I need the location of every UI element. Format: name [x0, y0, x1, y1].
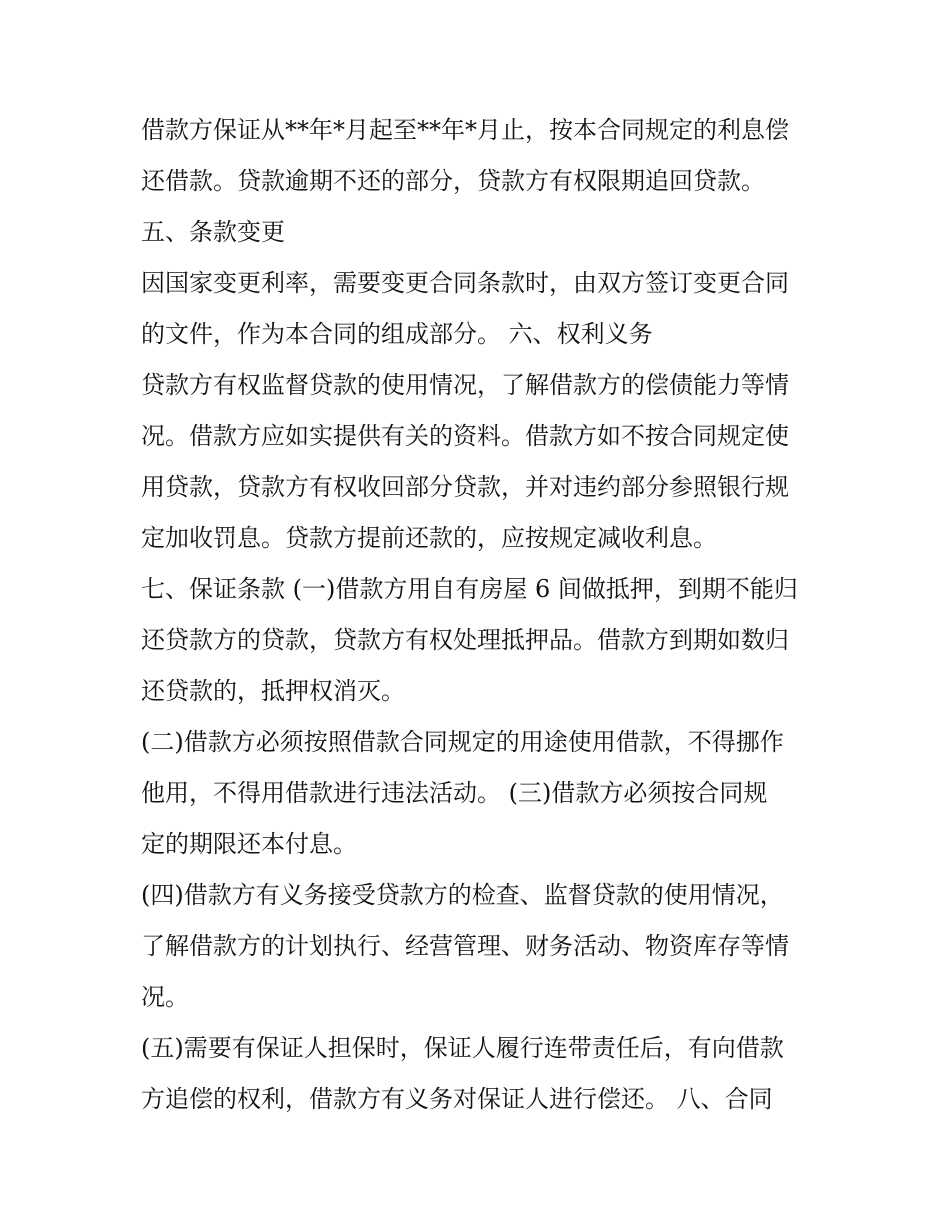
text-line: 因国家变更利率，需要变更合同条款时，由双方签订变更合同 — [141, 269, 789, 297]
text-line: 了解借款方的计划执行、经营管理、财务活动、物资库存等情 — [141, 932, 789, 960]
text-line: (五)需要有保证人担保时，保证人履行连带责任后，有向借款 — [141, 1034, 784, 1062]
text-line: 定的期限还本付息。 — [141, 830, 357, 858]
text-line: 还借款。贷款逾期不还的部分，贷款方有权限期追回贷款。 — [141, 167, 765, 195]
text-line: 还贷款的，抵押权消灭。 — [141, 677, 405, 705]
text-line: 借款方保证从**年*月起至**年*月止，按本合同规定的利息偿 — [141, 116, 789, 144]
text-line: 况。借款方应如实提供有关的资料。借款方如不按合同规定使 — [141, 422, 789, 450]
text-line: 的文件，作为本合同的组成部分。 六、权利义务 — [141, 320, 653, 348]
document-body — [141, 105, 831, 1125]
text-line: 贷款方有权监督贷款的使用情况，了解借款方的偿债能力等情 — [141, 371, 789, 399]
text-line: 七、保证条款 (一)借款方用自有房屋 6 间做抵押，到期不能归 — [141, 575, 798, 603]
section-heading: 五、条款变更 — [141, 218, 285, 246]
text-line: (四)借款方有义务接受贷款方的检查、监督贷款的使用情况， — [141, 881, 784, 909]
text-line: 定加收罚息。贷款方提前还款的，应按规定减收利息。 — [141, 524, 717, 552]
text-line: 用贷款，贷款方有权收回部分贷款，并对违约部分参照银行规 — [141, 473, 789, 501]
text-line: 他用，不得用借款进行违法活动。 (三)借款方必须按合同规 — [141, 779, 768, 807]
text-line: (二)借款方必须按照借款合同规定的用途使用借款，不得挪作 — [141, 728, 784, 756]
text-line: 还贷款方的贷款，贷款方有权处理抵押品。借款方到期如数归 — [141, 626, 789, 654]
text-line: 方追偿的权利，借款方有义务对保证人进行偿还。 八、合同 — [141, 1085, 773, 1113]
text-line: 况。 — [141, 983, 189, 1011]
